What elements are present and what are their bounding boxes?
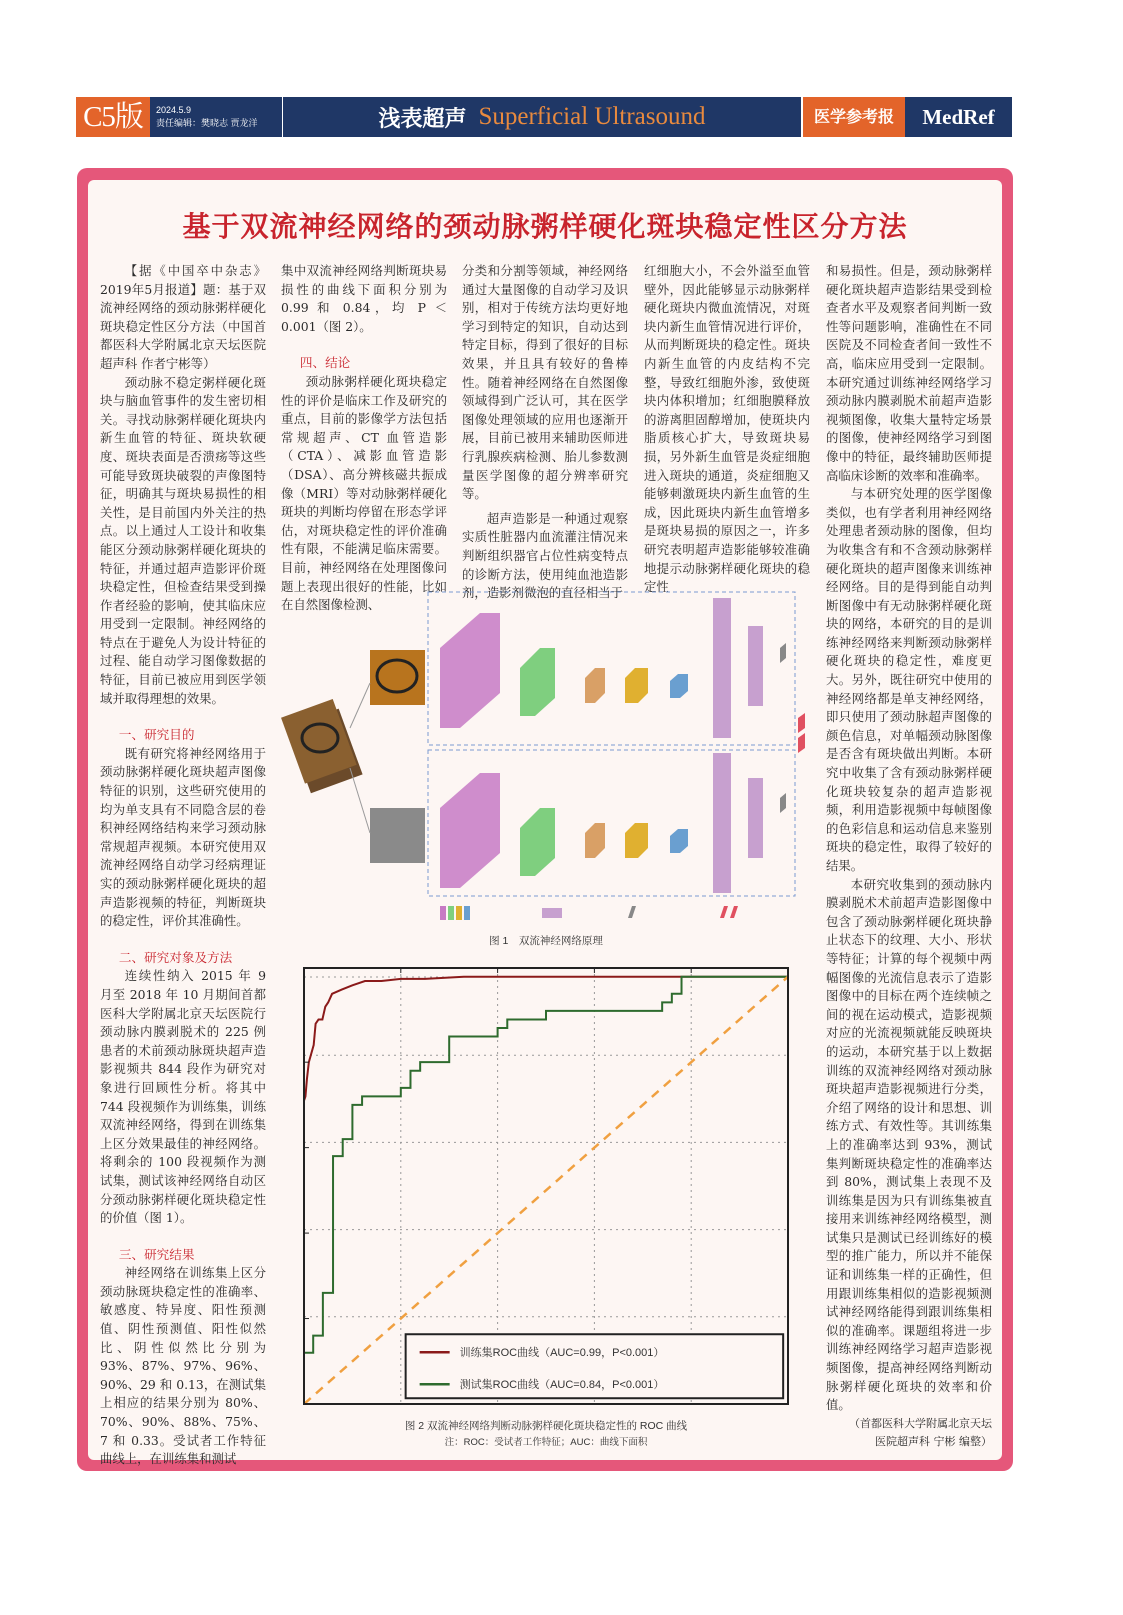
brand-zh: 医学参考报	[803, 97, 905, 137]
spatial-stream-layers	[440, 598, 786, 738]
input-video-stack	[281, 699, 363, 793]
paragraph: 红细胞大小，不会外溢至血管壁外，因此能够显示动脉粥样硬化斑块内微血流情况，对斑块内新生血管情况进行评价，从而判断斑块的稳定性。斑块内新生血管的内皮结构不完整，导致红细胞外渗，致使斑块内体积增加；红细胞膜释放的游离胆固醇增加，使斑块内脂质核心扩大，导致斑块易损，另外新生血管是炎症细胞进入斑块的通道，炎症细胞又能够刺激斑块内新生血管的生成，因此斑块内新生血管增多是斑块易损的原因之一，许多研究表明超声造影能够较准确地提示动脉粥样硬化斑块的稳定性	[644, 263, 810, 595]
paragraph: 神经网络在训练集上区分颈动脉斑块稳定性的准确率、敏感度、特异度、阳性预测值、阴性预测值、阳性似然比、阴性似然比分别为 93%、87%、97%、96%、90%、29 和 0.13，在测试集上相应的结果分别为 80%、70%、90%、88%、75%、7 和 0.33。受试者工作特征曲线上，在训练集和测试	[100, 1265, 266, 1467]
section-heading: 三、研究结果	[118, 1246, 195, 1262]
issue-meta	[150, 97, 282, 137]
column-1	[100, 262, 266, 1467]
diagram-legend	[440, 906, 738, 920]
fusion-output	[798, 713, 805, 733]
section-title-en: Superficial Ultrasound	[478, 103, 706, 130]
train-roc-curve	[304, 977, 788, 1101]
section-heading: 四、结论	[299, 355, 351, 371]
paragraph: 既有研究将神经网络用于颈动脉粥样硬化斑块超声图像特征的识别，这些研究使用的均为单支具有不同隐含层的卷积神经网络结构来学习颈动脉常规超声视频。本研究使用双流神经网络自动学习经病理证实的颈动脉粥样硬化斑块的超声造影视频的特征，判断斑块的稳定性，评价其准确性。	[100, 745, 266, 929]
paragraph: 【据《中国卒中杂志》2019年5月报道】题：基于双流神经网络的颈动脉粥样硬化斑块稳定性区分方法（中国首都医科大学附属北京天坛医院超声科 作者宁彬等）	[100, 263, 266, 371]
byline	[826, 1415, 992, 1451]
section-banner	[283, 97, 801, 137]
paragraph: 颈动脉粥样硬化斑块稳定性的评价是临床工作及研究的重点，目前的影像学方法包括常规超声、CT 血管造影（CTA）、减影血管造影（DSA）、高分辨核磁共振成像（MRI）等对动脉粥样硬化斑块的判断均停留在形态学评估，对斑块稳定性的评价准确性有限，不能满足临床需要。目前，神经网络在处理图像问题上表现出很好的性能，比如在自然图像检测、	[281, 373, 447, 613]
legend-label: 测试集ROC曲线（AUC=0.84，P<0.001）	[459, 1379, 665, 1392]
paragraph: 超声造影是一种通过观察实质性脏器内血流灌注情况来判断组织器官占位性病变特点的诊断方法，使用纯血池造影剂，造影剂微泡的直径相当于	[462, 510, 628, 601]
figure-2-caption: 图 2 双流神经网络判断动脉粥样硬化斑块稳定性的 ROC 曲线	[404, 1420, 688, 1432]
column-5	[826, 262, 992, 1452]
paragraph: 集中双流神经网络判断斑块易损性的曲线下面积分别为 0.99 和 0.84，均 P ＜ 0.001（图 2）。	[281, 263, 447, 334]
paragraph: 本研究收集到的颈动脉内膜剥脱术术前超声造影图像中包含了颈动脉粥样硬化斑块静止状态下的纹理、大小、形状等特征；计算的每个视频中两幅图像的光流信息表示了造影图像中的目标在两个连续帧之间的视在运动模式，造影视频对应的光流视频就能反映斑块的运动，本研究基于以上数据训练的双流神经网络对颈动脉斑块超声造影视频进行分类，介绍了网络的设计和思想、训练方式、有效性等。其训练集上的准确率达到 93%，测试集判断斑块稳定性的准确率达到 80%，测试集上表现不及训练集是因为只有训练集被直接用来训练神经网络模型，测试集只是测试已经训练好的模型的推广能力，所以并不能保证和训练集一样的正确性，但用跟训练集相似的造影视频测试神经网络能得到跟训练集相似的准确率。课题组将进一步训练神经网络学习超声造影视频图像，提高神经网络判断动脉粥样硬化斑块的效率和价值。	[826, 876, 992, 1413]
edition-badge: C5版	[76, 97, 150, 137]
byline-line: （首都医科大学附属北京天坛	[849, 1416, 992, 1430]
paragraph: 与本研究处理的医学图像类似，也有学者利用神经网络处理患者颈动脉的图像，但均为收集含有和不含颈动脉粥样硬化斑块的超声图像来训练神经网络。目的是得到能自动判断图像中有无动脉粥样硬化斑块的网络，本研究的目的是训练神经网络来判断颈动脉粥样硬化斑块的稳定性，难度更大。另外，既往研究中使用的神经网络都是单支神经网络，即只使用了颈动脉超声图像的颜色信息，对单幅颈动脉图像是否含有斑块做出判断。本研究中收集了含有颈动脉粥样硬化斑块较复杂的超声造影视频，利用造影视频中每帧图像的色彩信息和运动信息来鉴别斑块的稳定性，取得了较好的结果。	[826, 486, 992, 873]
issue-date: 2024.5.9	[156, 105, 192, 115]
optical-flow-image	[370, 808, 425, 863]
column-4	[644, 262, 810, 595]
test-roc-curve	[304, 977, 788, 1353]
paragraph: 和易损性。但是，颈动脉粥样硬化斑块超声造影结果受到检查者水平及观察者间判断一致性等问题影响，准确性在不同医院及不同检查者间一致性不高，临床应用受到一定限制。本研究通过训练神经网络学习颈动脉内膜剥脱术前超声造影视频图像，收集大量特定场景的图像，使神经网络学习到图像中的特征，最终辅助医师提高临床诊断的效率和准确率。	[826, 263, 992, 483]
editors: 责任编辑：樊晓志 贾龙洋	[156, 118, 258, 128]
column-2	[281, 262, 447, 613]
temporal-stream-layers	[440, 753, 786, 893]
byline-line: 医院超声科 宁彬 编整）	[875, 1434, 992, 1448]
figure-2-roc-chart	[296, 960, 796, 1412]
paragraph: 连续性纳入 2015 年 9 月至 2018 年 10 月期间首都医科大学附属北京天坛医院行颈动脉内膜剥脱术的 225 例患者的术前颈动脉斑块超声造影视频共 844 段作为研究对象进行回顾性分析。将其中 744 段视频作为训练集，训练双流神经网络，得到在训练集上区分效果最佳的神经网络。将剩余的 100 段视频作为测试集，测试该神经网络自动区分颈动脉粥样硬化斑块稳定性的价值（图 1）。	[100, 968, 266, 1226]
section-heading: 一、研究目的	[118, 727, 195, 743]
paragraph: 分类和分割等领域，神经网络通过大量图像的自动学习及识别，相对于传统方法均更好地学习到特定的知识，自动达到特定目标，得到了很好的目标效果，并且具有较好的鲁棒性。随着神经网络在自然图像领域得到广泛认可，其在医学图像处理领域的应用也逐渐开展，目前已被用来辅助医师进行乳腺疾病检测、胎儿参数测量医学图像的超分辨率研究等。	[462, 263, 628, 502]
section-heading: 二、研究对象及方法	[118, 949, 233, 965]
article-title: 基于双流神经网络的颈动脉粥样硬化斑块稳定性区分方法	[182, 210, 908, 243]
brand-logo: MedRef	[905, 97, 1012, 137]
paragraph: 颈动脉不稳定粥样硬化斑块与脑血管事件的发生密切相关。寻找动脉粥样硬化斑块内新生血管的特征、斑块软硬度、斑块表面是否溃疡等这些可能导致斑块破裂的声像图特征，明确其与斑块易损性的相关性，是目前国内外关注的热点。以上通过人工设计和收集能区分颈动脉粥样硬化斑块的特征，并通过超声造影评价斑块稳定性，但检查结果受到操作者经验的影响，使其临床应用受到一定限制。神经网络的特点在于避免人为设计特征的过程、能自动学习图像数据的特征，目前已被应用到医学领域并取得理想的效果。	[100, 374, 266, 706]
figure-2-note: 注：ROC：受试者工作特征；AUC：曲线下面积	[444, 1437, 648, 1448]
section-title-zh: 浅表超声	[378, 105, 467, 132]
figure-1-caption: 图 1 双流神经网络原理	[489, 935, 603, 947]
column-3	[462, 262, 628, 601]
figure-1-network-diagram	[280, 588, 815, 928]
legend-label: 训练集ROC曲线（AUC=0.99，P<0.001）	[459, 1347, 665, 1360]
